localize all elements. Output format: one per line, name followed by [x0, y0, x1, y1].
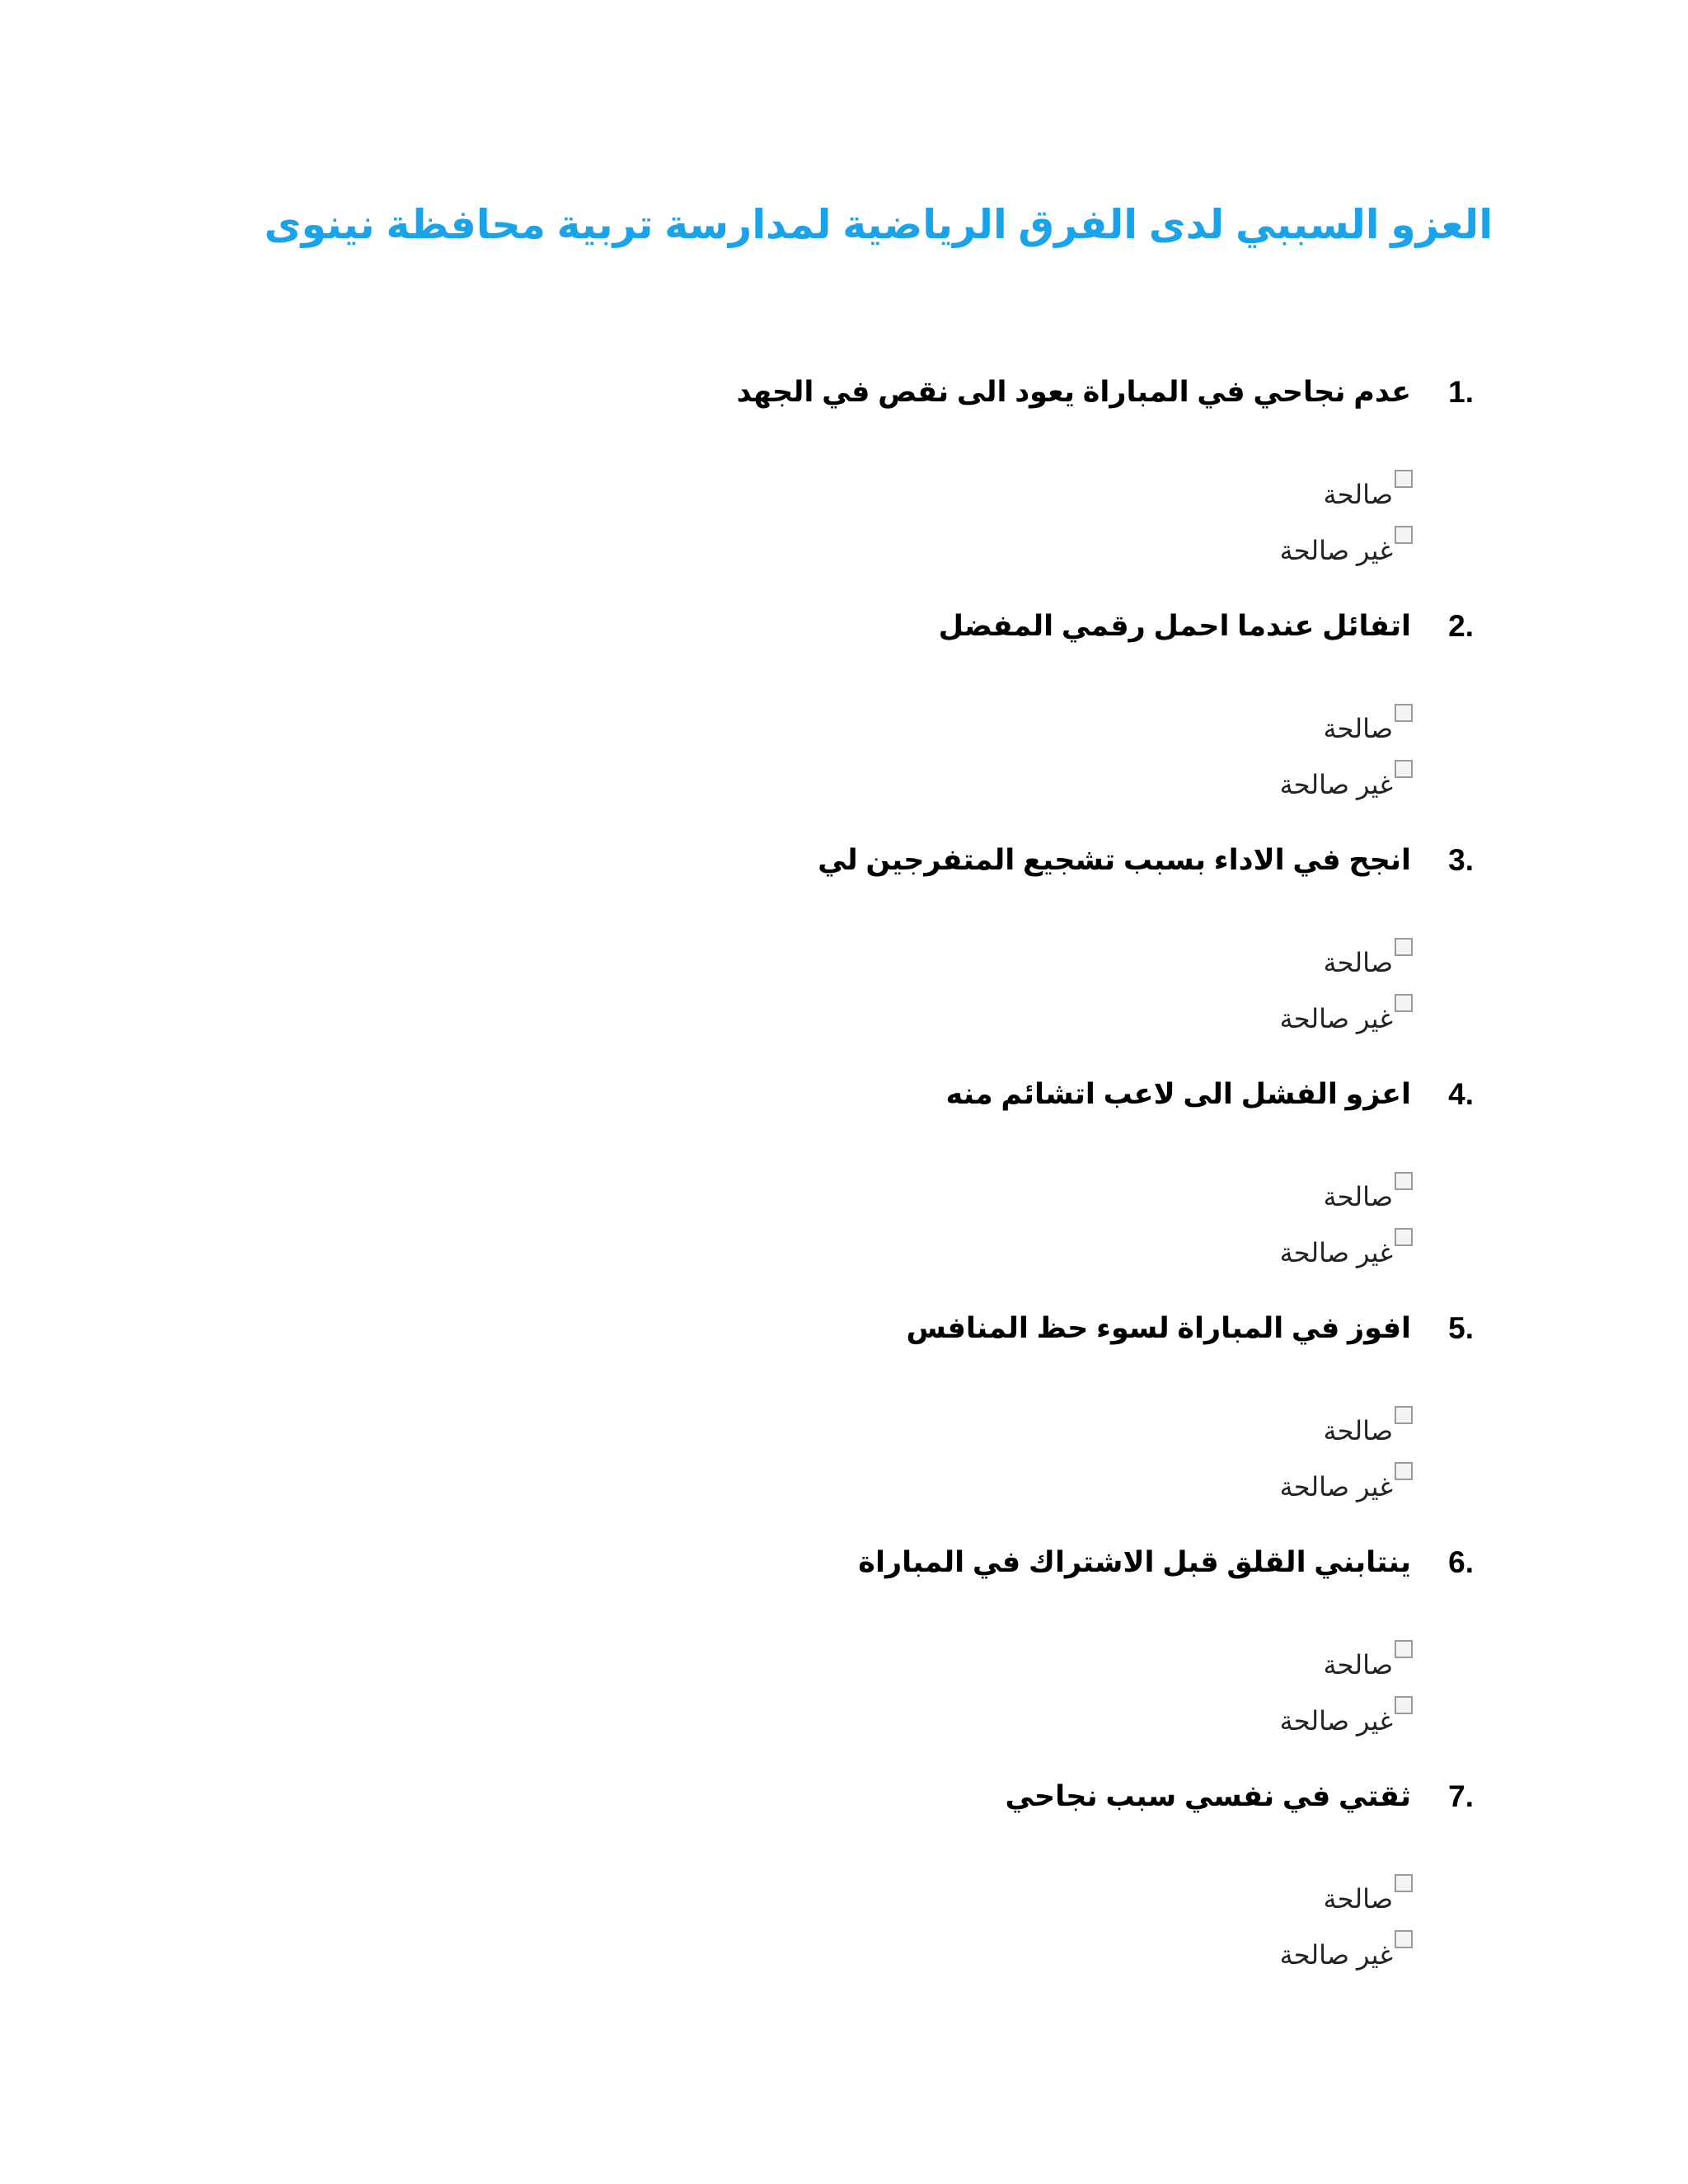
question-heading [620, 1770, 1474, 1823]
question-text: اتفائل عندما احمل رقمي المفضل [938, 610, 1411, 642]
question-number: 5. [1448, 1311, 1474, 1345]
option-invalid[interactable] [620, 1226, 1413, 1282]
option-group [620, 702, 1413, 814]
option-valid[interactable] [620, 1638, 1413, 1694]
option-label: صالحة [1323, 714, 1393, 743]
question-7 [620, 1770, 1474, 1985]
question-text: عدم نجاحي في المباراة يعود الى نقص في الجهد [736, 376, 1411, 408]
question-number: 6. [1448, 1545, 1474, 1579]
option-valid[interactable] [620, 1872, 1413, 1929]
question-5 [620, 1302, 1474, 1516]
checkbox-valid[interactable] [1395, 1172, 1413, 1190]
option-invalid[interactable] [620, 1929, 1413, 1985]
option-valid[interactable] [620, 936, 1413, 992]
option-group [620, 468, 1413, 580]
question-text: اعزو الفشل الى لاعب اتشائم منه [945, 1078, 1411, 1110]
question-number: 3. [1448, 843, 1474, 877]
checkbox-invalid[interactable] [1395, 526, 1413, 544]
option-group [620, 936, 1413, 1048]
option-label: غير صالحة [1279, 1472, 1393, 1502]
question-text: افوز في المباراة لسوء حظ المنافس [906, 1312, 1411, 1344]
question-heading [620, 366, 1474, 419]
question-4 [620, 1068, 1474, 1282]
option-invalid[interactable] [620, 758, 1413, 814]
option-label: صالحة [1323, 1650, 1393, 1680]
option-group [620, 1170, 1413, 1282]
question-text: ثقتي في نفسي سبب نجاحي [1005, 1780, 1411, 1812]
option-invalid[interactable] [620, 1460, 1413, 1516]
question-6 [620, 1536, 1474, 1750]
question-number: 1. [1448, 375, 1474, 409]
option-label: غير صالحة [1279, 1004, 1393, 1033]
checkbox-invalid[interactable] [1395, 1462, 1413, 1480]
option-label: صالحة [1323, 1884, 1393, 1914]
checkbox-invalid[interactable] [1395, 1930, 1413, 1948]
question-text: انجح في الاداء بسبب تشجيع المتفرجين لي [818, 844, 1411, 876]
option-group [620, 1404, 1413, 1516]
option-invalid[interactable] [620, 524, 1413, 580]
checkbox-invalid[interactable] [1395, 1228, 1413, 1246]
question-text: ينتابني القلق قبل الاشتراك في المباراة [858, 1546, 1411, 1578]
question-heading [620, 600, 1474, 653]
checkbox-valid[interactable] [1395, 470, 1413, 488]
option-invalid[interactable] [620, 1694, 1413, 1750]
checkbox-invalid[interactable] [1395, 994, 1413, 1012]
checkbox-valid[interactable] [1395, 1874, 1413, 1892]
option-label: صالحة [1323, 1416, 1393, 1446]
question-1 [620, 366, 1474, 580]
option-label: صالحة [1323, 948, 1393, 977]
option-label: غير صالحة [1279, 770, 1393, 799]
question-number: 2. [1448, 609, 1474, 643]
question-3 [620, 834, 1474, 1048]
option-label: غير صالحة [1279, 536, 1393, 565]
checkbox-valid[interactable] [1395, 1406, 1413, 1424]
option-group [620, 1872, 1413, 1985]
question-heading [620, 1302, 1474, 1355]
question-2 [620, 600, 1474, 814]
checkbox-invalid[interactable] [1395, 1696, 1413, 1714]
option-group [620, 1638, 1413, 1750]
checkbox-invalid[interactable] [1395, 760, 1413, 778]
option-label: غير صالحة [1279, 1940, 1393, 1970]
checkbox-valid[interactable] [1395, 704, 1413, 722]
option-label: غير صالحة [1279, 1706, 1393, 1736]
form-title: العزو السببي لدى الفرق الرياضية لمدارسة تربية محافظة نينوى [264, 203, 1493, 247]
question-heading [620, 1068, 1474, 1121]
checkbox-valid[interactable] [1395, 938, 1413, 956]
option-label: صالحة [1323, 1182, 1393, 1212]
option-invalid[interactable] [620, 992, 1413, 1048]
option-label: غير صالحة [1279, 1238, 1393, 1268]
question-number: 4. [1448, 1077, 1474, 1111]
question-heading [620, 834, 1474, 887]
question-number: 7. [1448, 1779, 1474, 1813]
option-valid[interactable] [620, 1170, 1413, 1226]
option-valid[interactable] [620, 1404, 1413, 1460]
checkbox-valid[interactable] [1395, 1640, 1413, 1658]
option-valid[interactable] [620, 468, 1413, 524]
option-label: صالحة [1323, 480, 1393, 509]
option-valid[interactable] [620, 702, 1413, 758]
question-heading [620, 1536, 1474, 1589]
